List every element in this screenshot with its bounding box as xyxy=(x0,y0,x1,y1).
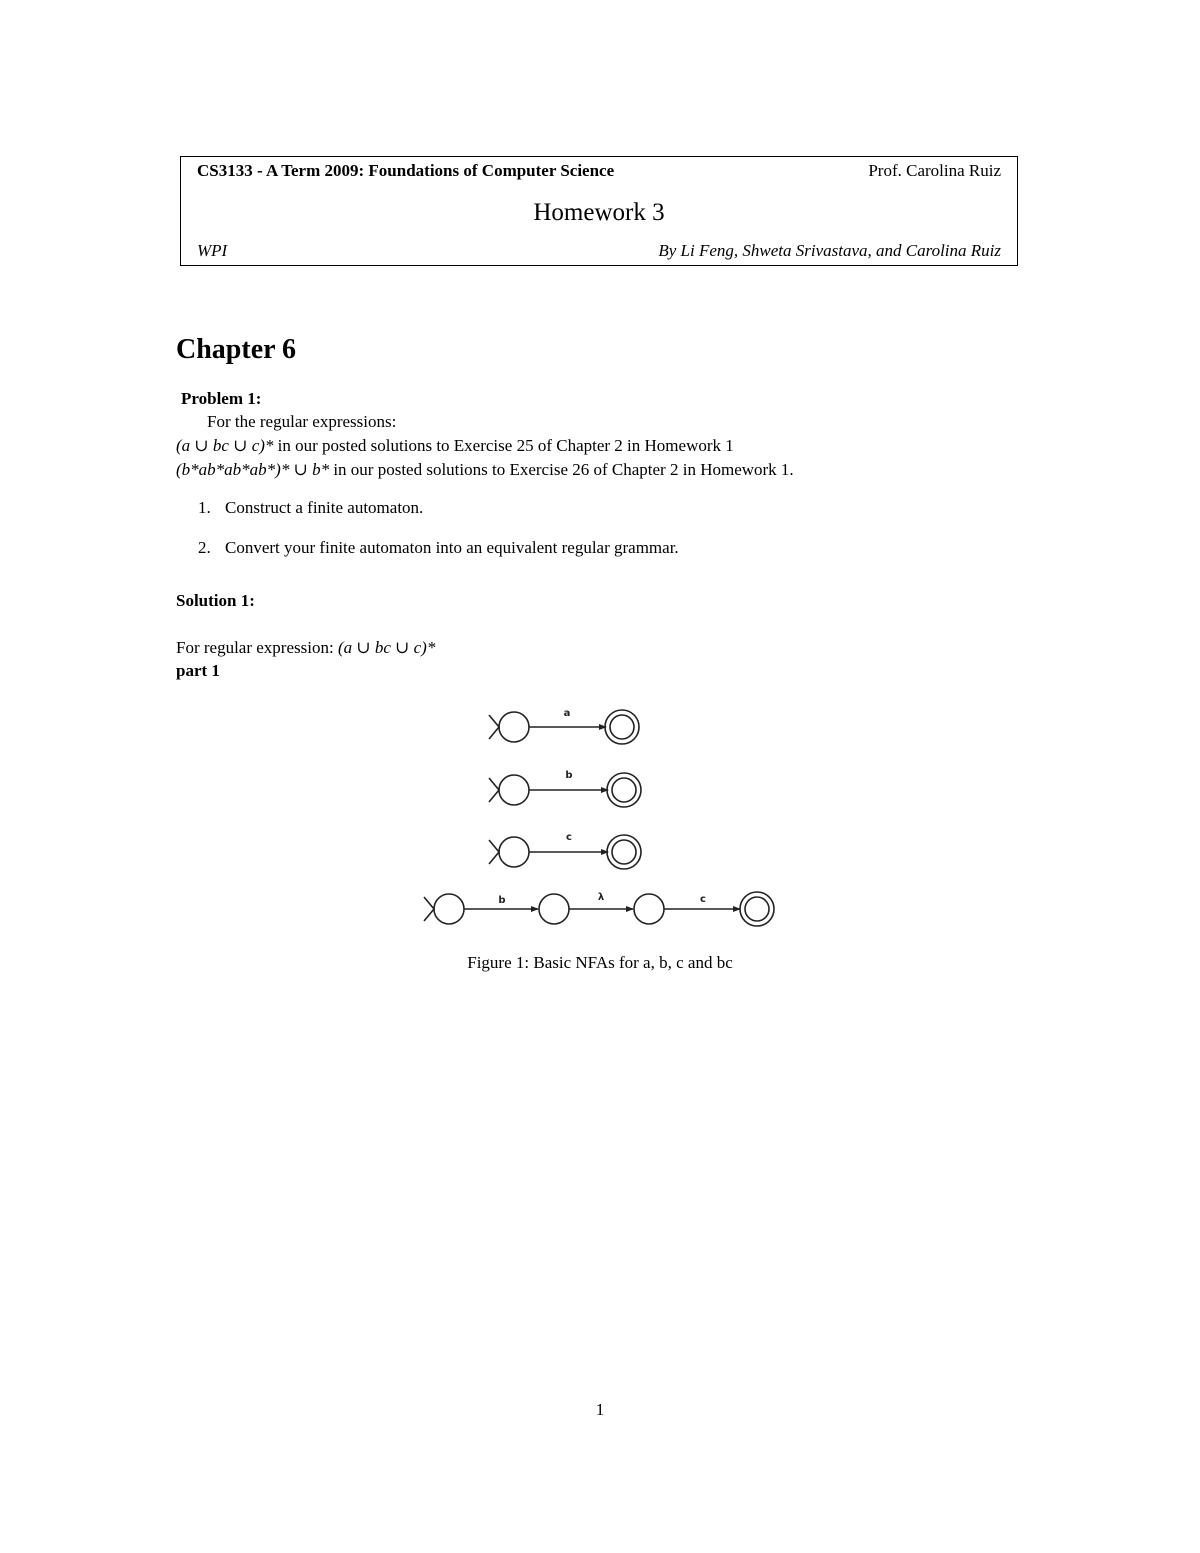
chapter-heading: Chapter 6 xyxy=(176,334,297,365)
nfa-c xyxy=(489,835,641,869)
start-arrow-icon xyxy=(489,778,499,802)
regex-1: (a ∪ bc ∪ c)* xyxy=(176,436,274,455)
start-state xyxy=(499,712,529,742)
state xyxy=(539,894,569,924)
start-arrow-icon xyxy=(489,840,499,864)
page-number: 1 xyxy=(595,1400,605,1419)
solution-title: Solution 1: xyxy=(176,591,255,610)
authors: By Li Feng, Shweta Srivastava, and Carolina Ruiz xyxy=(658,241,1001,260)
professor-name: Prof. Carolina Ruiz xyxy=(868,161,1001,180)
task-text-1: Construct a finite automaton. xyxy=(225,498,424,517)
homework-title: Homework 3 xyxy=(533,199,665,226)
edge-label-lambda: λ xyxy=(597,892,605,903)
edge-label-a: a xyxy=(563,708,571,719)
accept-state-inner xyxy=(610,715,634,739)
edge-label-b: b xyxy=(498,895,506,906)
problem-intro: For the regular expressions: xyxy=(207,412,397,431)
problem-title: Problem 1: xyxy=(181,389,262,408)
edge-label-b: b xyxy=(565,770,573,781)
start-state xyxy=(499,837,529,867)
expression-2-text: in our posted solutions to Exercise 26 of Chapter 2 in Homework 1. xyxy=(329,460,794,479)
state xyxy=(634,894,664,924)
course-title: CS3133 - A Term 2009: Foundations of Computer Science xyxy=(197,161,615,180)
task-text-2: Convert your finite automaton into an equivalent regular grammar. xyxy=(225,538,679,557)
figure-caption: Figure 1: Basic NFAs for a, b, c and bc xyxy=(467,953,733,972)
part-heading: part 1 xyxy=(176,661,220,680)
task-number-2: 2. xyxy=(198,538,211,557)
start-state xyxy=(499,775,529,805)
expression-1-text: in our posted solutions to Exercise 25 of Chapter 2 in Homework 1 xyxy=(273,436,734,455)
start-arrow-icon xyxy=(424,897,434,921)
task-number-1: 1. xyxy=(198,498,211,517)
regex-2: (b*ab*ab*ab*)* ∪ b* xyxy=(176,460,330,479)
accept-state-inner xyxy=(745,897,769,921)
edge-label-c: c xyxy=(566,832,572,843)
start-arrow-icon xyxy=(489,715,499,739)
accept-state-inner xyxy=(612,840,636,864)
start-state xyxy=(434,894,464,924)
accept-state-inner xyxy=(612,778,636,802)
institution: WPI xyxy=(197,241,228,260)
edge-label-c: c xyxy=(700,894,706,905)
solution-regex: (a ∪ bc ∪ c)* xyxy=(337,638,436,657)
solution-regex-intro: For regular expression: xyxy=(176,638,338,657)
